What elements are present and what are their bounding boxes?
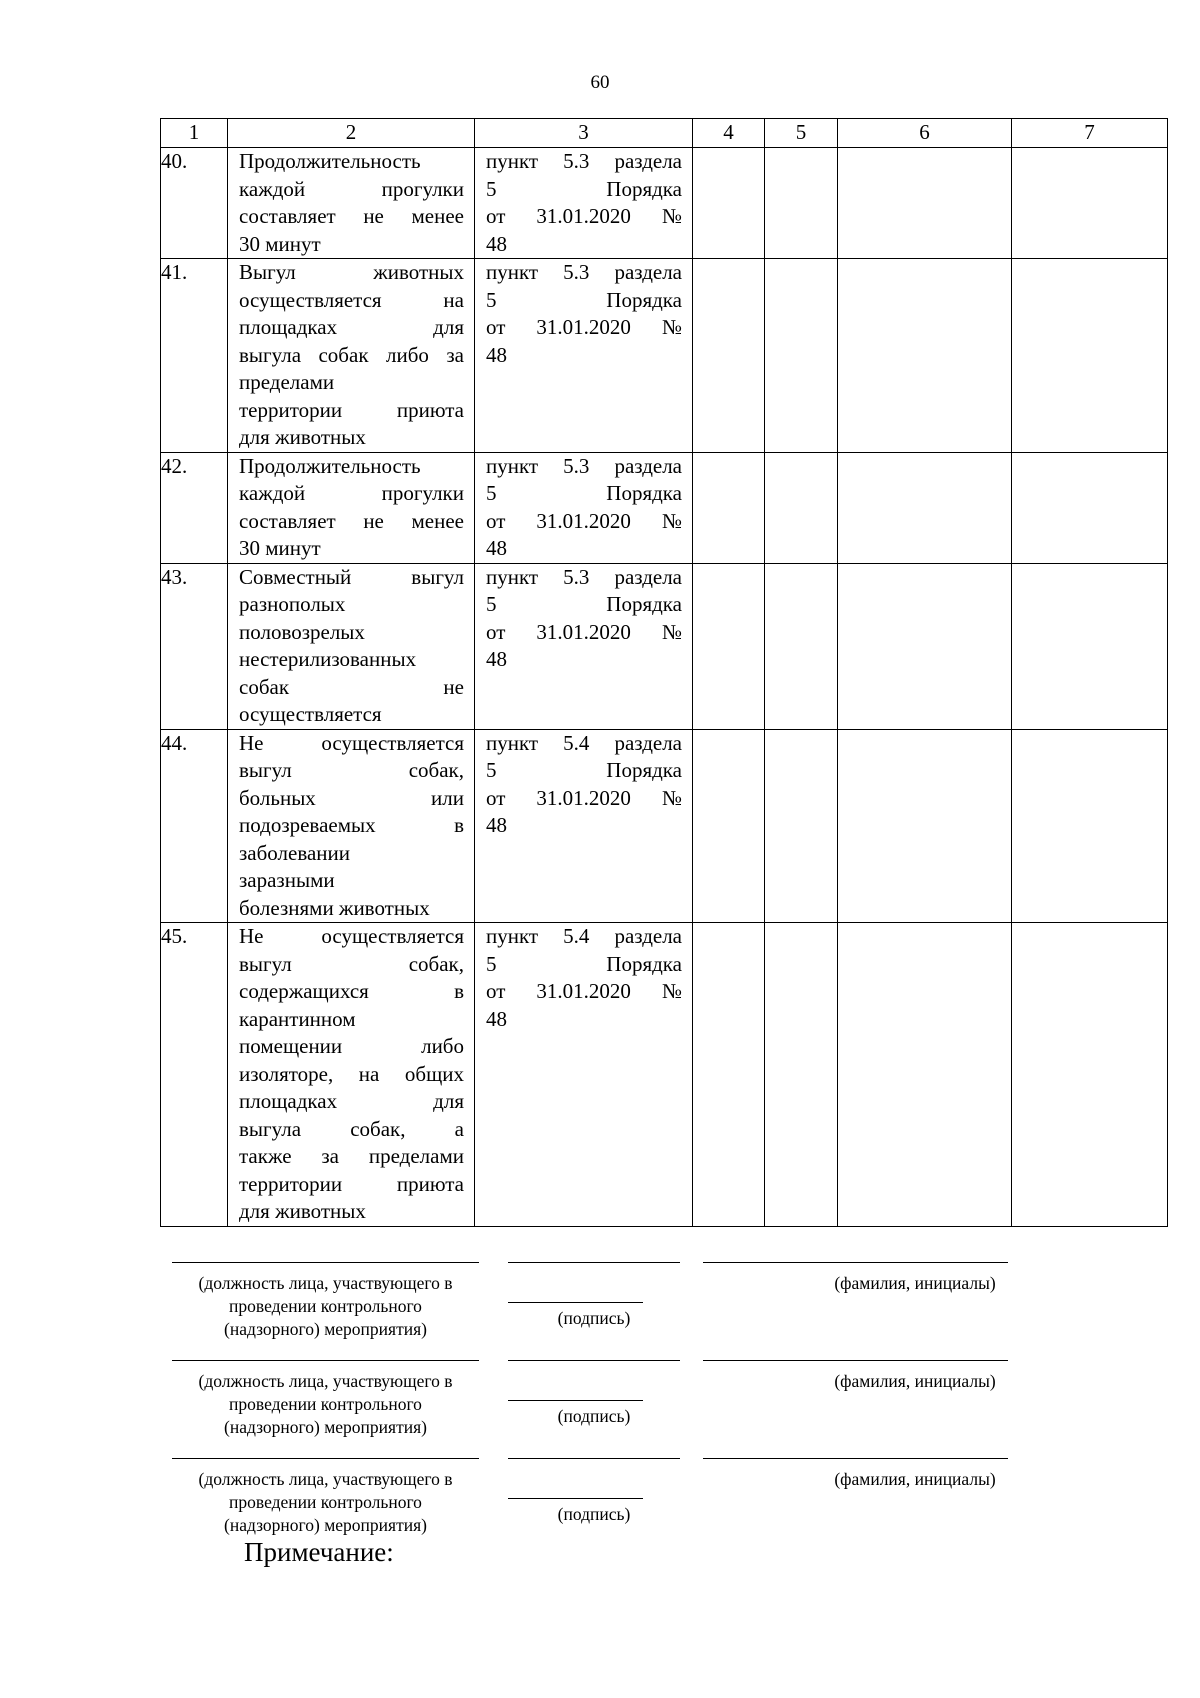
- column-header: 4: [693, 119, 765, 148]
- column-header: 7: [1012, 119, 1168, 148]
- empty-cell-col-4: [693, 259, 765, 453]
- row-number: 40.: [161, 148, 228, 259]
- requirement-line: для животных: [239, 1199, 366, 1223]
- requirement-line: Совместный выгул: [239, 564, 464, 589]
- reference-line: пункт 5.4 раздела: [486, 730, 682, 755]
- empty-cell-col-7: [1012, 148, 1168, 259]
- table-row: [161, 148, 1168, 259]
- reference-line: 48: [486, 536, 507, 560]
- requirement-line: изоляторе, на общих: [239, 1061, 464, 1086]
- empty-cell-col-7: [1012, 923, 1168, 1227]
- requirement-line: составляет не менее: [239, 508, 464, 533]
- requirement-line: выгул собак,: [239, 758, 464, 782]
- requirement-line: каждой прогулки: [239, 176, 464, 201]
- empty-cell-col-4: [693, 923, 765, 1227]
- requirement-line: выгула собак либо за: [239, 342, 464, 367]
- table-row: [161, 259, 1168, 453]
- reference-line: от 31.01.2020 №: [486, 508, 682, 533]
- requirement-line: Продолжительность: [239, 453, 421, 478]
- name-caption: (фамилия, инициалы): [834, 1371, 996, 1391]
- empty-cell-col-6: [838, 452, 1012, 563]
- signature-block: [0, 1360, 1200, 1450]
- column-header: 3: [475, 119, 693, 148]
- requirement-cell: [228, 563, 475, 729]
- requirement-line: 30 минут: [239, 536, 321, 560]
- reference-line: от 31.01.2020 №: [486, 619, 682, 644]
- requirement-line: осуществляется на: [239, 287, 464, 312]
- reference-line: 5 Порядка: [486, 592, 682, 616]
- empty-cell-col-5: [765, 259, 838, 453]
- requirement-line: Продолжительность: [239, 149, 421, 173]
- empty-cell-col-7: [1012, 729, 1168, 923]
- page-number: 60: [590, 72, 610, 93]
- requirement-line: пределами: [239, 370, 335, 394]
- requirement-line: заразными: [239, 868, 335, 892]
- signature-caption: (подпись): [557, 1308, 631, 1328]
- reference-line: от 31.01.2020 №: [486, 785, 682, 810]
- empty-cell-col-4: [693, 452, 765, 563]
- requirement-line: для животных: [239, 425, 366, 449]
- requirement-line: Выгул животных: [239, 260, 464, 284]
- empty-cell-col-6: [838, 729, 1012, 923]
- requirement-cell: [228, 729, 475, 923]
- reference-cell: [475, 259, 693, 453]
- empty-cell-col-5: [765, 729, 838, 923]
- empty-cell-col-6: [838, 148, 1012, 259]
- requirement-cell: [228, 452, 475, 563]
- requirement-cell: [228, 259, 475, 453]
- requirement-line: заболевании: [239, 840, 350, 865]
- requirement-line: больных или: [239, 785, 464, 810]
- requirement-line: составляет не менее: [239, 204, 464, 228]
- reference-line: 5 Порядка: [486, 287, 682, 312]
- reference-line: от 31.01.2020 №: [486, 979, 682, 1003]
- requirement-line: собак не: [239, 674, 464, 699]
- empty-cell-col-7: [1012, 563, 1168, 729]
- reference-cell: [475, 729, 693, 923]
- name-caption: (фамилия, инициалы): [834, 1273, 996, 1293]
- table-row: [161, 452, 1168, 563]
- empty-cell-col-4: [693, 729, 765, 923]
- requirement-cell: [228, 923, 475, 1227]
- checklist-table: [160, 118, 1168, 1227]
- reference-line: 5 Порядка: [486, 481, 682, 505]
- position-caption: (должность лица, участвующего в проведении контрольного (надзорного) мероприятия): [198, 1469, 453, 1535]
- reference-line: 48: [486, 647, 507, 671]
- empty-cell-col-4: [693, 148, 765, 259]
- table-header-row: [161, 119, 1168, 148]
- reference-cell: [475, 148, 693, 259]
- reference-line: от 31.01.2020 №: [486, 315, 682, 339]
- row-number: 45.: [161, 923, 228, 1227]
- empty-cell-col-4: [693, 563, 765, 729]
- reference-cell: [475, 563, 693, 729]
- empty-cell-col-5: [765, 148, 838, 259]
- name-caption: (фамилия, инициалы): [834, 1469, 996, 1489]
- requirement-line: территории приюта: [239, 1171, 464, 1196]
- signature-block: [0, 1458, 1200, 1548]
- requirement-line: 30 минут: [239, 231, 321, 256]
- empty-cell-col-6: [838, 563, 1012, 729]
- requirement-cell: [228, 148, 475, 259]
- requirement-line: карантинном: [239, 1006, 356, 1031]
- requirement-line: половозрелых: [239, 619, 365, 644]
- requirement-line: выгула собак, а: [239, 1116, 464, 1141]
- row-number: 43.: [161, 563, 228, 729]
- row-number: 42.: [161, 452, 228, 563]
- requirement-line: также за пределами: [239, 1144, 464, 1168]
- table-row: [161, 563, 1168, 729]
- empty-cell-col-5: [765, 452, 838, 563]
- reference-line: 5 Порядка: [486, 176, 682, 201]
- requirement-line: площадках для: [239, 1089, 464, 1113]
- table-row: [161, 729, 1168, 923]
- reference-cell: [475, 923, 693, 1227]
- position-caption: (должность лица, участвующего в проведении контрольного (надзорного) мероприятия): [198, 1371, 453, 1437]
- empty-cell-col-7: [1012, 259, 1168, 453]
- reference-line: 48: [486, 342, 507, 367]
- column-header: 2: [228, 119, 475, 148]
- reference-line: пункт 5.3 раздела: [486, 149, 682, 173]
- reference-line: пункт 5.3 раздела: [486, 453, 682, 478]
- requirement-line: Не осуществляется: [239, 924, 464, 948]
- requirement-line: территории приюта: [239, 397, 464, 422]
- column-header: 6: [838, 119, 1012, 148]
- table-row: [161, 923, 1168, 1227]
- note-label: Примечание:: [244, 1537, 394, 1567]
- reference-line: пункт 5.4 раздела: [486, 924, 682, 948]
- reference-line: 48: [486, 231, 507, 256]
- requirement-line: содержащихся в: [239, 979, 464, 1003]
- requirement-line: помещении либо: [239, 1034, 464, 1058]
- empty-cell-col-7: [1012, 452, 1168, 563]
- requirement-line: разнополых: [239, 592, 346, 616]
- requirement-line: каждой прогулки: [239, 481, 464, 505]
- requirement-line: болезнями животных: [239, 895, 430, 920]
- reference-line: 48: [486, 1006, 507, 1031]
- signature-block: [0, 1262, 1200, 1352]
- reference-line: пункт 5.3 раздела: [486, 260, 682, 284]
- requirement-line: Не осуществляется: [239, 730, 464, 755]
- requirement-line: подозреваемых в: [239, 813, 464, 837]
- reference-line: от 31.01.2020 №: [486, 204, 682, 228]
- empty-cell-col-5: [765, 923, 838, 1227]
- reference-cell: [475, 452, 693, 563]
- reference-line: 5 Порядка: [486, 758, 682, 782]
- position-caption: (должность лица, участвующего в проведении контрольного (надзорного) мероприятия): [198, 1273, 453, 1339]
- column-header: 5: [765, 119, 838, 148]
- signature-caption: (подпись): [557, 1504, 631, 1524]
- empty-cell-col-5: [765, 563, 838, 729]
- empty-cell-col-6: [838, 923, 1012, 1227]
- column-header: 1: [161, 119, 228, 148]
- requirement-line: осуществляется: [239, 702, 382, 726]
- signature-caption: (подпись): [557, 1406, 631, 1426]
- empty-cell-col-6: [838, 259, 1012, 453]
- requirement-line: выгул собак,: [239, 951, 464, 976]
- requirement-line: нестерилизованных: [239, 647, 417, 671]
- row-number: 44.: [161, 729, 228, 923]
- requirement-line: площадках для: [239, 315, 464, 339]
- reference-line: 5 Порядка: [486, 951, 682, 976]
- row-number: 41.: [161, 259, 228, 453]
- reference-line: 48: [486, 813, 507, 837]
- reference-line: пункт 5.3 раздела: [486, 564, 682, 589]
